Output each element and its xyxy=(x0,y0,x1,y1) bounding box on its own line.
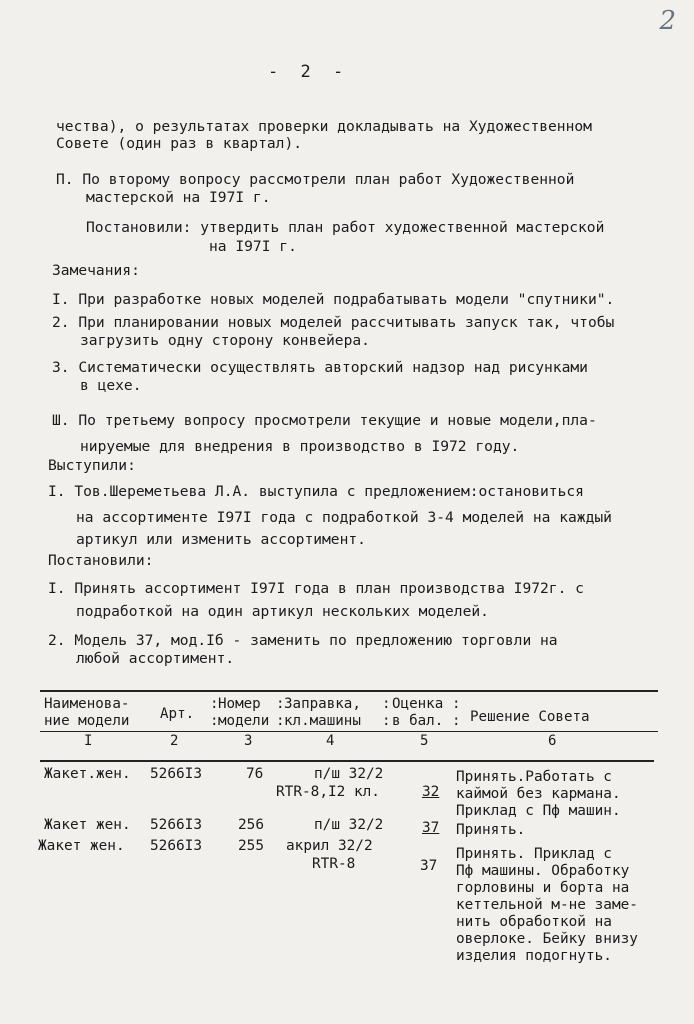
body-line: Постановили: утвердить план работ художественной мастерской xyxy=(86,219,605,236)
body-line: артикул или изменить ассортимент. xyxy=(76,531,366,548)
table-row-decision: горловины и борта на xyxy=(456,880,630,896)
header-threading-line2: кл.машины xyxy=(284,713,361,729)
table-row-decision: Принять.Работать с xyxy=(456,769,612,785)
table-row-threading: RTR-8,I2 кл. xyxy=(276,784,380,800)
table-row-threading: акрил 32/2 xyxy=(286,838,373,854)
column-separator: : xyxy=(210,696,219,712)
table-row-decision: Пф машины. Обработку xyxy=(456,863,630,879)
body-line: П. По второму вопросу рассмотрели план работ Художественной xyxy=(56,171,575,188)
column-separator: : xyxy=(452,713,461,729)
body-line: любой ассортимент. xyxy=(76,650,235,667)
column-number: 4 xyxy=(326,733,335,749)
table-row-art: 5266I3 xyxy=(150,838,202,854)
handwritten-page-number: 2 xyxy=(659,6,676,36)
body-line: мастерской на I97I г. xyxy=(86,189,271,206)
table-top-rule xyxy=(40,690,658,692)
body-line: чества), о результатах проверки докладывать на Художественном xyxy=(56,118,592,135)
body-line: подработкой на один артикул нескольких моделей. xyxy=(76,603,489,620)
column-number: I xyxy=(84,733,93,749)
header-rule xyxy=(40,731,658,732)
table-row-decision: Приклад с Пф машин. xyxy=(456,803,621,819)
body-line: I. При разработке новых моделей подрабатывать модели "спутники". xyxy=(52,291,615,308)
body-line: на ассортименте I97I года с подработкой 3-4 моделей на каждый xyxy=(76,509,612,526)
body-line: Ш. По третьему вопросу просмотрели текущие и новые модели,пла- xyxy=(52,412,597,429)
table-row-model: 76 xyxy=(246,766,264,782)
body-line: загрузить одну сторону конвейера. xyxy=(80,332,370,349)
table-row-art: 5266I3 xyxy=(150,817,202,833)
table-row-decision: кеттельной м-не заме- xyxy=(456,897,638,913)
table-row-decision: оверлоке. Бейку внизу xyxy=(456,931,638,947)
table-row-decision: Принять. xyxy=(456,822,526,838)
table-row-name: Жакет.жен. xyxy=(44,766,131,782)
column-separator: : xyxy=(210,713,219,729)
body-line: нируемые для внедрения в производство в I972 году. xyxy=(80,438,520,455)
column-number: 6 xyxy=(548,733,557,749)
body-line: I. Тов.Шереметьева Л.А. выступила с предложением:остановиться xyxy=(48,483,584,500)
page-number: - 2 - xyxy=(268,62,350,82)
table-row-model: 255 xyxy=(238,838,264,854)
body-line: Постановили: xyxy=(48,552,154,569)
header-threading-line1: Заправка, xyxy=(284,696,361,712)
table-row-score: 37 xyxy=(422,820,440,836)
table-row-name: Жакет жен. xyxy=(38,838,125,854)
column-separator: : xyxy=(382,713,391,729)
header-decision: Решение Совета xyxy=(470,709,590,725)
table-row-model: 256 xyxy=(238,817,264,833)
table-row-score: 37 xyxy=(420,858,438,874)
table-row-decision: нить обработкой на xyxy=(456,914,612,930)
header-name-line1: Наименова- xyxy=(44,696,130,712)
body-line: Выступили: xyxy=(48,457,136,474)
table-row-score: 32 xyxy=(422,784,440,800)
column-number: 2 xyxy=(170,733,179,749)
body-line: Совете (один раз в квартал). xyxy=(56,135,303,152)
table-row-threading: RTR-8 xyxy=(312,856,356,872)
column-separator: : xyxy=(276,713,285,729)
body-line: Замечания: xyxy=(52,262,140,279)
body-line: I. Принять ассортимент I97I года в план производства I972г. с xyxy=(48,580,584,597)
column-separator: : xyxy=(276,696,285,712)
header-score-line2: в бал. xyxy=(392,713,444,729)
body-line: в цехе. xyxy=(80,377,142,394)
header-score-line1: Оценка xyxy=(392,696,444,712)
column-number-rule xyxy=(40,760,654,762)
table-row-threading: п/ш 32/2 xyxy=(314,817,384,833)
table-row-art: 5266I3 xyxy=(150,766,202,782)
body-line: на I97I г. xyxy=(209,238,297,255)
table-row-decision: каймой без кармана. xyxy=(456,786,621,802)
header-model-line1: Номер xyxy=(218,696,261,712)
column-number: 3 xyxy=(244,733,253,749)
table-row-decision: изделия подогнуть. xyxy=(456,948,612,964)
header-art: Арт. xyxy=(160,706,195,722)
header-name-line2: ние модели xyxy=(44,713,130,729)
header-model-line2: модели xyxy=(218,713,270,729)
table-row-name: Жакет жен. xyxy=(44,817,131,833)
column-separator: : xyxy=(452,696,461,712)
column-number: 5 xyxy=(420,733,429,749)
body-line: 3. Систематически осуществлять авторский надзор над рисунками xyxy=(52,359,588,376)
body-line: 2. При планировании новых моделей рассчитывать запуск так, чтобы xyxy=(52,314,615,331)
body-line: 2. Модель 37, мод.Iб - заменить по предложению торговли на xyxy=(48,632,558,649)
table-row-decision: Принять. Приклад с xyxy=(456,846,612,862)
column-separator: : xyxy=(382,696,391,712)
table-row-threading: п/ш 32/2 xyxy=(314,766,384,782)
